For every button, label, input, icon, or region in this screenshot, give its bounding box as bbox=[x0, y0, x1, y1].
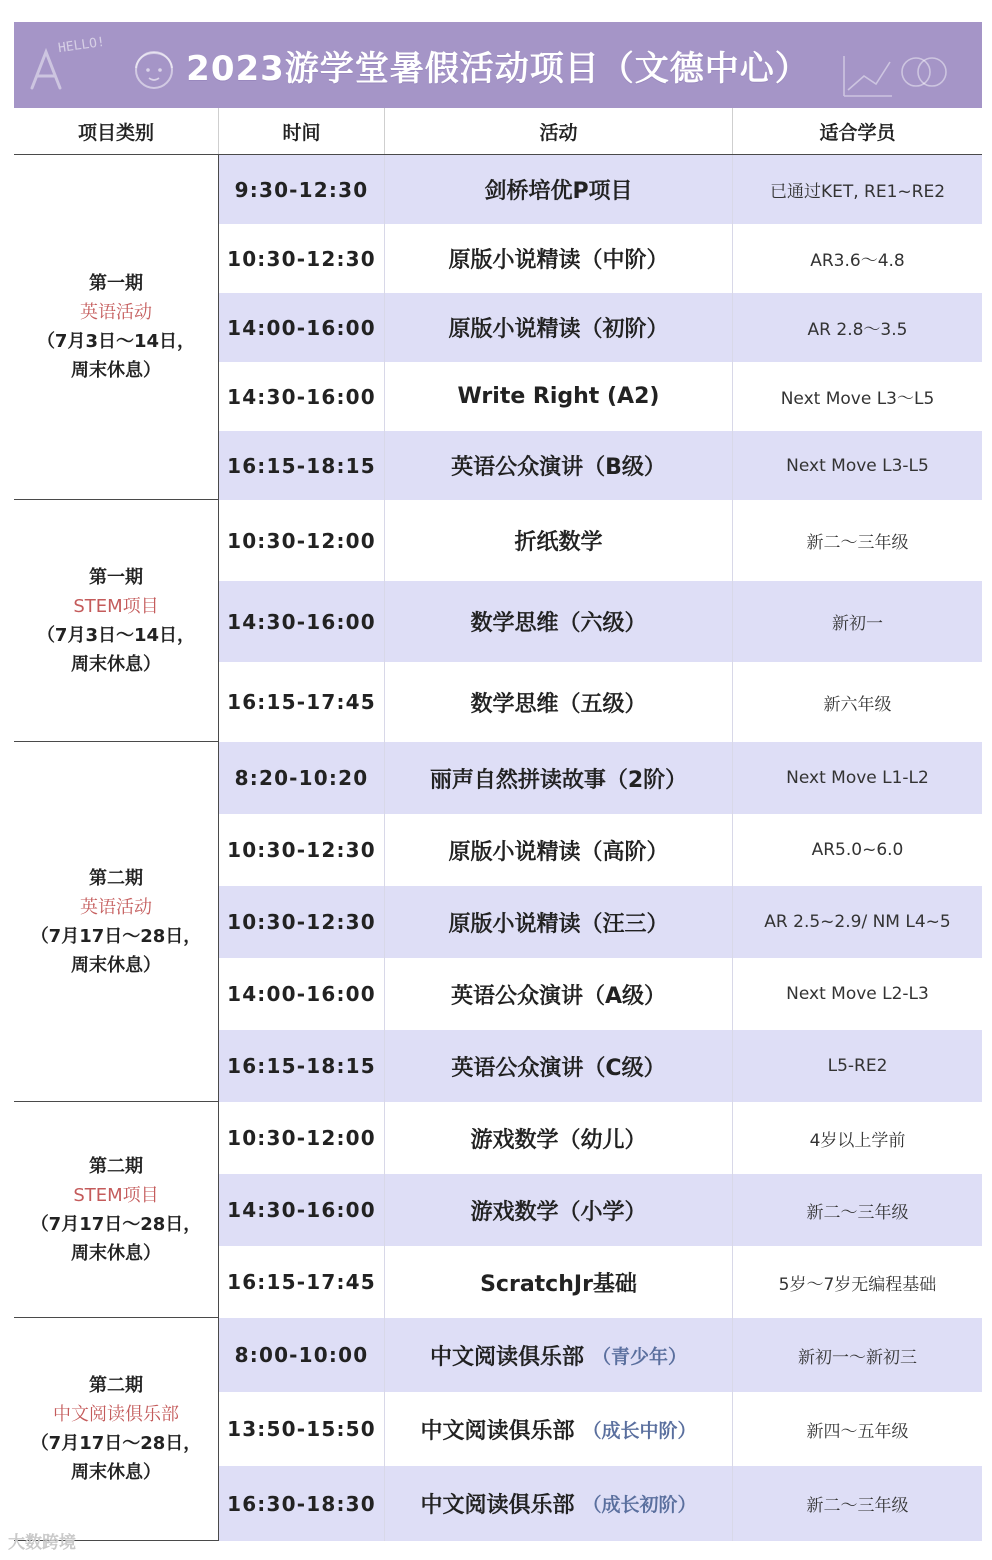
time-cell: 16:15-18:15 bbox=[219, 1030, 385, 1102]
activity-cell bbox=[385, 1318, 733, 1392]
activity-name: 原版小说精读（高阶） bbox=[448, 839, 669, 865]
page-title: 2023游学堂暑假活动项目（文德中心） bbox=[186, 48, 810, 89]
table-row bbox=[219, 1174, 982, 1246]
category-group bbox=[14, 155, 982, 500]
table-row bbox=[219, 662, 982, 742]
time-cell: 13:50-15:50 bbox=[219, 1392, 385, 1466]
students-cell: 新二～三年级 bbox=[806, 1496, 909, 1516]
group-rows bbox=[219, 500, 982, 741]
table-row bbox=[219, 1318, 982, 1392]
activity-name: 原版小说精读（汪三） bbox=[448, 911, 669, 937]
category-text: 英语活动 bbox=[80, 896, 152, 918]
activity-name: 剑桥培优P项目 bbox=[484, 179, 633, 204]
activity-name: 丽声自然拼读故事（2阶） bbox=[429, 767, 688, 793]
category-group bbox=[14, 742, 982, 1102]
header-time: 时间 bbox=[219, 108, 385, 154]
students-cell: 新初一～新初三 bbox=[798, 1347, 917, 1368]
activity-name: ScratchJr基础 bbox=[480, 1271, 637, 1297]
category-group bbox=[14, 500, 982, 742]
activity-cell bbox=[385, 1102, 733, 1174]
note-text: 周末休息） bbox=[71, 1242, 161, 1264]
note-text: 周末休息） bbox=[71, 1462, 161, 1483]
students-cell: 4岁以上学前 bbox=[809, 1130, 906, 1151]
dates-text: （7月17日～28日， bbox=[30, 925, 202, 947]
activity-name: 英语公众演讲（B级） bbox=[451, 455, 666, 480]
time-cell: 8:00-10:00 bbox=[219, 1318, 385, 1392]
students-cell: AR3.6～4.8 bbox=[810, 251, 905, 271]
table-row bbox=[219, 362, 982, 431]
time-cell: 10:30-12:30 bbox=[219, 886, 385, 958]
activity-cell bbox=[385, 814, 733, 886]
time-cell: 14:30-16:00 bbox=[219, 1174, 385, 1246]
category-text: 中文阅读俱乐部 bbox=[53, 1404, 179, 1425]
activity-level: （青少年） bbox=[592, 1345, 688, 1368]
activity-name: 游戏数学（小学） bbox=[470, 1199, 647, 1225]
title-banner bbox=[14, 22, 982, 108]
table-row bbox=[219, 500, 982, 581]
students-cell: Next Move L3-L5 bbox=[786, 455, 929, 476]
note-text: 周末休息） bbox=[71, 954, 161, 976]
time-cell: 16:15-17:45 bbox=[219, 1246, 385, 1318]
time-cell: 9:30-12:30 bbox=[219, 155, 385, 224]
activity-cell bbox=[385, 1174, 733, 1246]
table-row bbox=[219, 742, 982, 814]
time-cell: 10:30-12:30 bbox=[219, 224, 385, 293]
activity-cell bbox=[385, 1392, 733, 1466]
phase-text: 第二期 bbox=[89, 1155, 143, 1177]
table-row bbox=[219, 155, 982, 224]
phase-text: 第二期 bbox=[89, 867, 143, 889]
activity-cell bbox=[385, 1246, 733, 1318]
table-row bbox=[219, 1466, 982, 1541]
activity-name: 中文阅读俱乐部 bbox=[429, 1344, 584, 1370]
time-cell: 16:15-18:15 bbox=[219, 431, 385, 500]
time-cell: 14:30-16:00 bbox=[219, 581, 385, 662]
dates-text: （7月17日～28日， bbox=[30, 1433, 202, 1454]
activity-name: 英语公众演讲（A级） bbox=[450, 983, 667, 1009]
table-row bbox=[219, 1246, 982, 1318]
category-text: STEM项目 bbox=[73, 1184, 159, 1206]
table-row bbox=[219, 293, 982, 362]
time-cell: 14:30-16:00 bbox=[219, 362, 385, 431]
table-row bbox=[219, 1102, 982, 1174]
time-cell: 14:00-16:00 bbox=[219, 958, 385, 1030]
phase-text: 第一期 bbox=[89, 273, 143, 294]
activity-cell bbox=[385, 742, 733, 814]
dates-text: （7月3日～14日， bbox=[36, 624, 196, 646]
activity-cell bbox=[385, 662, 733, 742]
activity-cell bbox=[385, 431, 733, 500]
activity-name: 中文阅读俱乐部 bbox=[420, 1418, 575, 1444]
schedule-table bbox=[14, 108, 982, 1541]
students-cell: AR 2.8～3.5 bbox=[807, 320, 908, 340]
category-label bbox=[14, 155, 219, 499]
dates-text: （7月3日～14日， bbox=[36, 331, 196, 352]
students-cell: 新四～五年级 bbox=[806, 1421, 909, 1442]
students-cell: 新二～三年级 bbox=[806, 1202, 909, 1223]
group-rows bbox=[219, 1318, 982, 1540]
group-rows bbox=[219, 742, 982, 1101]
group-rows bbox=[219, 155, 982, 499]
activity-name: 原版小说精读（中阶） bbox=[448, 248, 669, 273]
watermark: 大数跨境 bbox=[8, 1533, 76, 1553]
category-group bbox=[14, 1318, 982, 1541]
header-students: 适合学员 bbox=[819, 121, 896, 144]
time-cell: 10:30-12:00 bbox=[219, 500, 385, 581]
header-activity: 活动 bbox=[385, 108, 733, 154]
activity-cell bbox=[385, 224, 733, 293]
activity-cell bbox=[385, 581, 733, 662]
hello-doodle: HELLO! bbox=[57, 34, 106, 57]
activity-name: 数学思维（五级） bbox=[470, 691, 647, 717]
students-cell: AR 2.5~2.9/ NM L4~5 bbox=[764, 912, 951, 932]
time-cell: 16:30-18:30 bbox=[219, 1466, 385, 1541]
table-row bbox=[219, 1392, 982, 1466]
activity-name: Write Right (A2) bbox=[457, 384, 660, 409]
activity-cell bbox=[385, 1466, 733, 1541]
activity-name: 原版小说精读（初阶） bbox=[448, 317, 669, 342]
activity-name: 中文阅读俱乐部 bbox=[420, 1493, 575, 1518]
students-cell: Next Move L3～L5 bbox=[780, 389, 935, 409]
time-cell: 14:00-16:00 bbox=[219, 293, 385, 362]
note-text: 周末休息） bbox=[71, 653, 161, 675]
category-text: STEM项目 bbox=[73, 595, 159, 617]
phase-text: 第二期 bbox=[89, 1375, 143, 1396]
category-label bbox=[14, 1318, 219, 1540]
students-cell: 5岁～7岁无编程基础 bbox=[778, 1274, 937, 1295]
activity-cell bbox=[385, 500, 733, 581]
table-row bbox=[219, 224, 982, 293]
students-cell: Next Move L2-L3 bbox=[786, 984, 929, 1004]
students-cell: 新二～三年级 bbox=[806, 533, 909, 553]
category-label bbox=[14, 1102, 219, 1317]
time-cell: 16:15-17:45 bbox=[219, 662, 385, 742]
header-category: 项目类别 bbox=[14, 108, 219, 154]
table-row bbox=[219, 958, 982, 1030]
category-group bbox=[14, 1102, 982, 1318]
time-cell: 10:30-12:00 bbox=[219, 1102, 385, 1174]
students-cell: Next Move L1-L2 bbox=[786, 768, 929, 788]
activity-cell bbox=[385, 958, 733, 1030]
activity-cell bbox=[385, 886, 733, 958]
table-row bbox=[219, 814, 982, 886]
students-cell: L5-RE2 bbox=[827, 1056, 888, 1076]
group-rows bbox=[219, 1102, 982, 1317]
time-cell: 8:20-10:20 bbox=[219, 742, 385, 814]
table-row bbox=[219, 431, 982, 500]
activity-level: （成长中阶） bbox=[582, 1419, 697, 1442]
activity-cell bbox=[385, 1030, 733, 1102]
activity-cell bbox=[385, 293, 733, 362]
category-label bbox=[14, 500, 219, 741]
phase-text: 第一期 bbox=[89, 566, 143, 588]
students-cell: 已通过KET, RE1~RE2 bbox=[769, 182, 946, 202]
time-cell: 10:30-12:30 bbox=[219, 814, 385, 886]
activity-cell bbox=[385, 155, 733, 224]
students-cell: AR5.0~6.0 bbox=[811, 840, 904, 860]
dates-text: （7月17日～28日， bbox=[30, 1213, 202, 1235]
category-label bbox=[14, 742, 219, 1101]
students-cell: 新六年级 bbox=[823, 694, 892, 715]
activity-name: 折纸数学 bbox=[514, 530, 603, 555]
activity-name: 数学思维（六级） bbox=[470, 611, 647, 636]
activity-name: 英语公众演讲（C级） bbox=[451, 1055, 666, 1081]
table-header bbox=[14, 108, 982, 155]
table-row bbox=[219, 581, 982, 662]
schedule-sheet bbox=[14, 22, 982, 1541]
table-row bbox=[219, 1030, 982, 1102]
activity-cell bbox=[385, 362, 733, 431]
category-text: 英语活动 bbox=[80, 302, 152, 323]
note-text: 周末休息） bbox=[71, 360, 161, 381]
table-row bbox=[219, 886, 982, 958]
students-cell: 新初一 bbox=[832, 614, 883, 634]
activity-name: 游戏数学（幼儿） bbox=[470, 1127, 647, 1153]
activity-level: （成长初阶） bbox=[582, 1494, 697, 1516]
